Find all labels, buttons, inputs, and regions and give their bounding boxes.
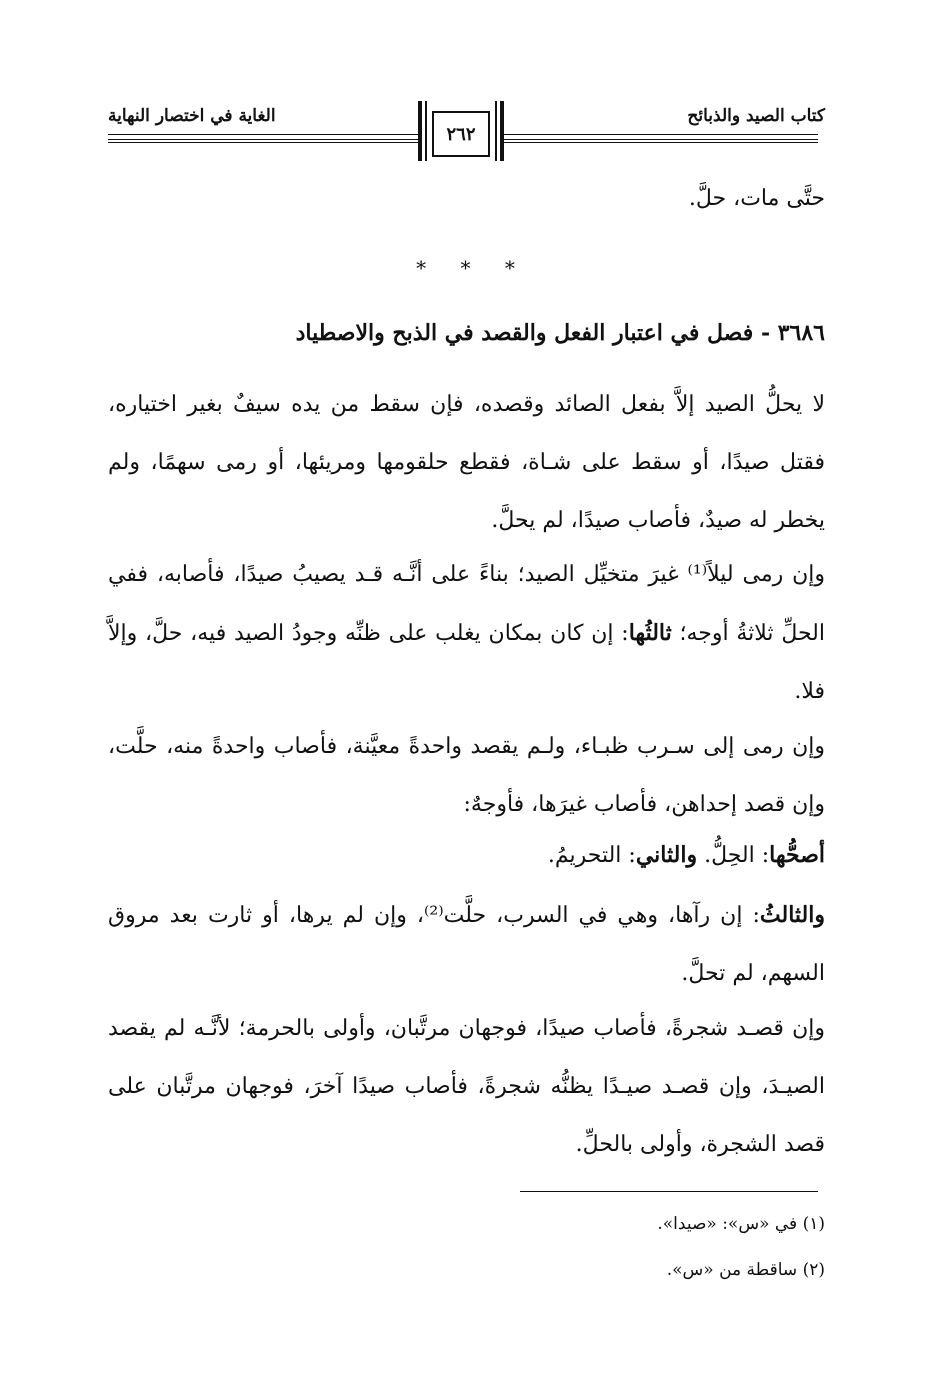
opinion-text: : الحِلُّ. [704,843,770,868]
paragraph [108,886,825,1003]
opinion-label: أصحُّها [769,842,825,868]
section-heading: ٣٦٨٦ - فصل في اعتبار الفعل والقصد في الذبح والاصطياد [295,320,825,346]
footnote: (٢) ساقطة من «س». [666,1260,825,1280]
page-number: ٢٦٢ [432,111,490,157]
paragraph: وإن رمى إلى سـرب ظبـاء، ولـم يقصد واحدةً معيَّنة، فأصاب واحدةً منه، حلَّت، وإن قصد إحداهن، فأصاب غيرَها، فأوجهٌ: [108,734,825,817]
paragraph-text: : إن كان بمكان يغلب على ظنِّه وجودُ الصيد فيه، حلَّ، وإلاَّ فلا. [108,621,825,704]
opinion-label: ثالثُها [628,620,672,646]
opinion-label: والثالثُ [759,902,825,928]
carryover-text: حتَّى مات، حلَّ. [688,186,825,211]
footnote: (١) في «س»: «صيدا». [657,1214,825,1234]
running-header-book-title: كتاب الصيد والذبائح [687,106,825,126]
page-number-box [418,101,504,161]
running-header-work-title: الغاية في اختصار النهاية [108,106,276,126]
section-separator: * * * [416,256,529,280]
paragraph: وإن قصـد شجرةً، فأصاب صيدًا، فوجهان مرتَّبان، وأولى بالحرمة؛ لأنَّـه لم يقصد الصيـدَ، وإن قصـد صيـدًا يظنُّه شجرةً، فأصاب صيدًا آخرَ، فوجهان مرتَّبان على قصد الشجرة، وأولى بالحلِّ. [108,1016,825,1157]
opinions-line [108,826,825,885]
paragraph [108,546,825,721]
footnote-rule [520,1191,818,1192]
paragraph-text: وإن رمى ليلاً⁽¹⁾ غيرَ متخيِّل الصيد؛ بناءً على أنَّـه قـد يصيبُ صيدًا، فأصابه، ففي الحلِّ ثلاثةُ أوجه؛ [108,562,825,646]
paragraph: لا يحلُّ الصيد إلاَّ بفعل الصائد وقصده، فإن سقط من يده سيفٌ بغير اختياره، فقتل صيدًا، أو سقط على شـاة، فقطع حلقومها ومريئها، أو رمى سهمًا، ولم يخطر له صيدٌ، فأصاب صيدًا، لم يحلَّ. [108,392,825,533]
opinion-text: : إن رآها، وهي في السرب، حلَّت⁽²⁾، وإن لم يرها، أو ثارت بعد مروق السهم، لم تحلَّ. [108,903,825,986]
opinion-label: والثاني [635,842,698,868]
opinion-text: : التحريمُ. [547,843,636,868]
